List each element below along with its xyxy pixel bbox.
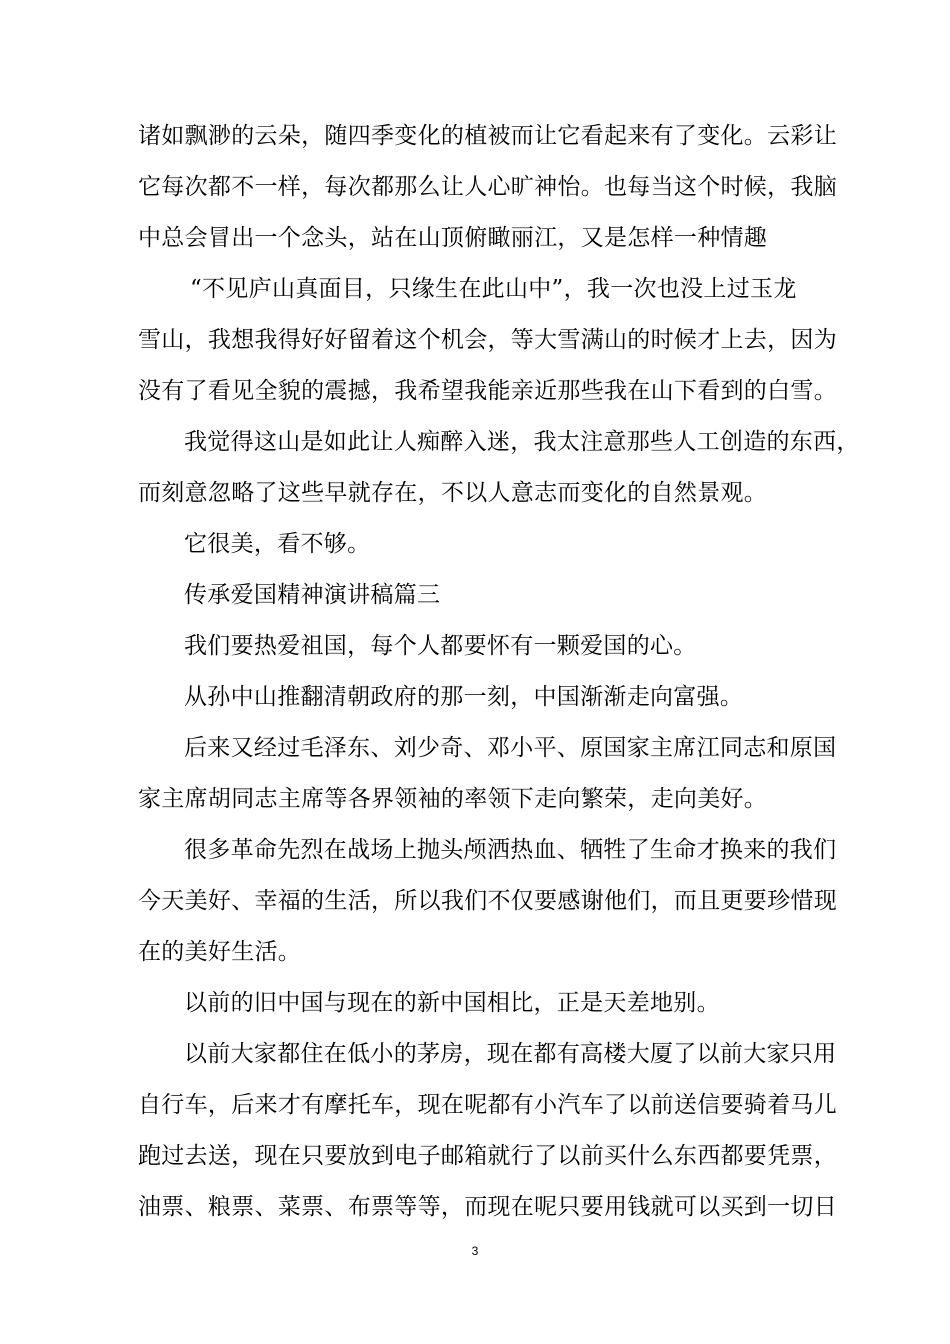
text-line: 雪山，我想我得好好留着这个机会，等大雪满山的时候才上去，因为 (138, 327, 837, 353)
text-line: 中总会冒出一个念头，站在山顶俯瞰丽江，又是怎样一种情趣 (138, 225, 768, 251)
page-number: 3 (471, 1244, 479, 1258)
paragraph-first-line: 我觉得这山是如此让人痴醉入迷，我太注意那些人工创造的东西， (184, 429, 860, 455)
paragraph-first-line: 以前的旧中国与现在的新中国相比，正是天差地别。 (184, 990, 720, 1016)
text-line: 没有了看见全貌的震撼，我希望我能亲近那些我在山下看到的白雪。 (138, 378, 837, 404)
text-line: 家主席胡同志主席等各界领袖的率领下走向繁荣，走向美好。 (138, 786, 768, 812)
paragraph-first-line: 从孙中山推翻清朝政府的那一刻，中国渐渐走向富强。 (184, 684, 744, 710)
paragraph-first-line: 后来又经过毛泽东、刘少奇、邓小平、原国家主席江同志和原国 (184, 735, 837, 761)
text-line: 自行车，后来才有摩托车，现在呢都有小汽车了以前送信要骑着马儿 (138, 1092, 837, 1118)
text-line: 今天美好、幸福的生活，所以我们不仅要感谢他们，而且更要珍惜现 (138, 888, 837, 914)
paragraph-first-line: 我们要热爱祖国，每个人都要怀有一颗爱国的心。 (184, 633, 697, 659)
text-line: 油票、粮票、菜票、布票等等，而现在呢只要用钱就可以买到一切日 (138, 1194, 837, 1220)
paragraph-first-line: 它很美，看不够。 (184, 531, 371, 557)
text-line: 诸如飘渺的云朵，随四季变化的植被而让它看起来有了变化。云彩让 (138, 123, 837, 149)
text-line: 在的美好生活。 (138, 939, 302, 965)
paragraph-first-line: 很多革命先烈在战场上抛头颅洒热血、牺牲了生命才换来的我们 (184, 837, 837, 863)
text-line: 而刻意忽略了这些早就存在，不以人意志而变化的自然景观。 (138, 480, 768, 506)
paragraph-first-line: 以前大家都住在低小的茅房，现在都有高楼大厦了以前大家只用 (184, 1041, 837, 1067)
text-line: 跑过去送，现在只要放到电子邮箱就行了以前买什么东西都要凭票， (138, 1143, 837, 1169)
paragraph-first-line: “不见庐山真面目，只缘生在此山中”，我一次也没上过玉龙 (190, 276, 797, 302)
section-heading: 传承爱国精神演讲稿篇三 (184, 582, 441, 608)
text-line: 它每次都不一样，每次都那么让人心旷神怡。也每当这个时候，我脑 (138, 174, 837, 200)
